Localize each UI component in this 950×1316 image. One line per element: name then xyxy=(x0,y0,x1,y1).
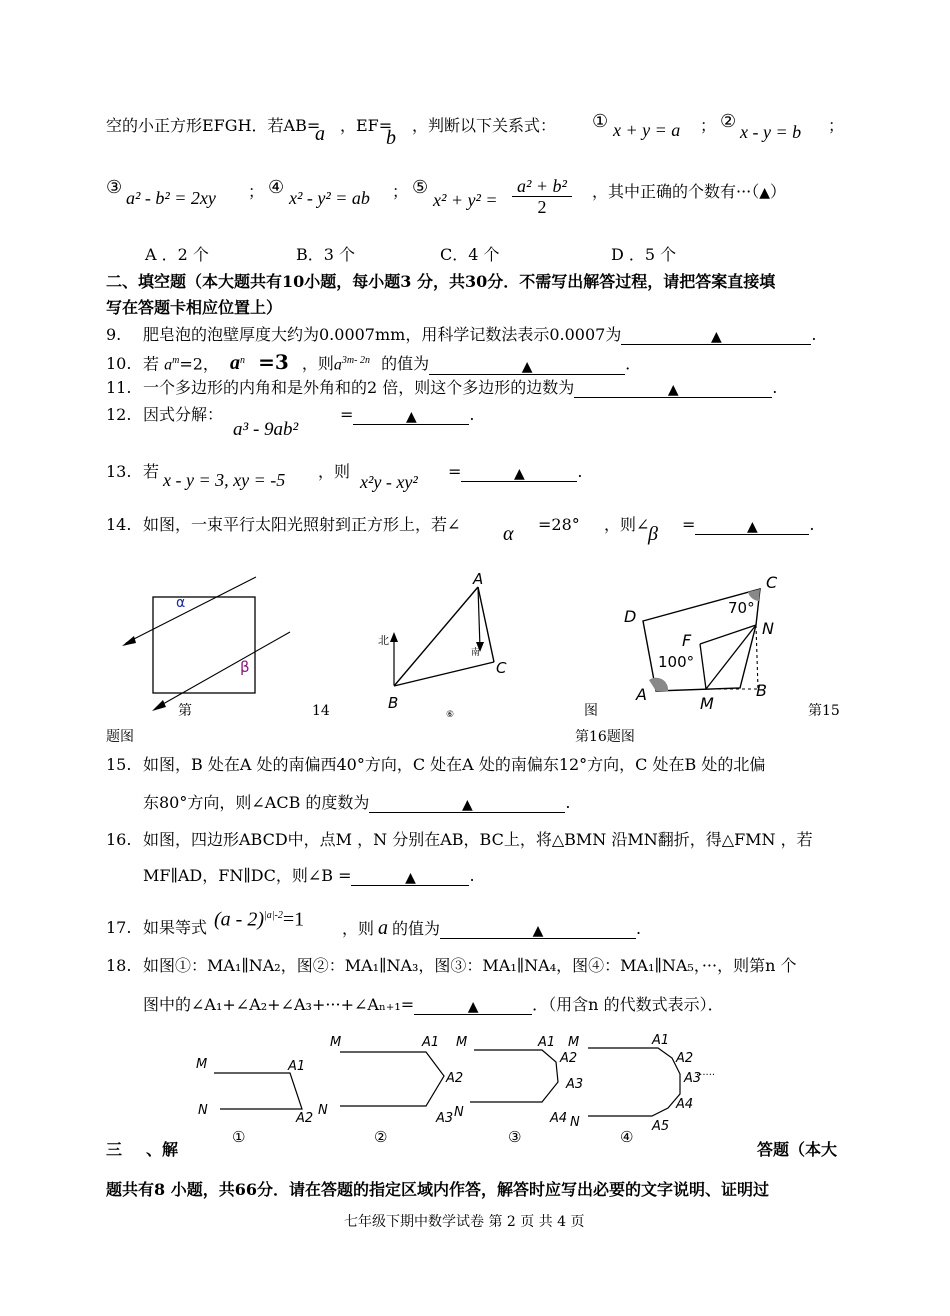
q8-sep3: ； xyxy=(248,182,265,201)
answer-blank[interactable]: ▲ xyxy=(574,379,772,398)
sun-ray-1 xyxy=(126,577,256,643)
fig18-4-M: M xyxy=(568,1035,580,1050)
fig18-4-A3: A3 xyxy=(684,1071,702,1086)
square xyxy=(153,597,255,693)
q8-relation5-left: x² + y² = xyxy=(433,190,498,210)
q8-circle5: ⑤ xyxy=(412,177,429,198)
q8-line1-ef: ，EF= xyxy=(340,116,393,135)
figure-15 xyxy=(370,570,530,720)
fig14-caption-a: 第 xyxy=(178,703,192,719)
q8-relation5-frac xyxy=(512,176,572,217)
q8-relation2: x - y = b xyxy=(740,122,802,142)
fig18-1-N: N xyxy=(198,1103,208,1118)
fig16-caption-c: 第15 xyxy=(808,703,840,719)
q8-circle2: ② xyxy=(720,111,737,132)
fig16-C: C xyxy=(766,573,778,592)
fig14-beta-label: β xyxy=(240,658,250,676)
q13-then: ，则 xyxy=(318,462,351,481)
fig16-angle-70: 70° xyxy=(728,599,755,617)
fig15-north: 北 xyxy=(378,634,389,647)
answer-blank[interactable]: ▲ xyxy=(429,356,625,375)
north-arrow xyxy=(390,632,398,642)
figure-16 xyxy=(620,570,790,713)
fig18-4-A1: A1 xyxy=(652,1033,670,1048)
fig18-4-N: N xyxy=(570,1115,580,1130)
fig18-3-A3: A3 xyxy=(566,1077,584,1092)
line-AB xyxy=(394,587,481,686)
figure-18 xyxy=(190,1030,750,1150)
q18: 18. 如图①：MA₁∥NA₂，图②：MA₁∥NA₃，图③：MA₁∥NA₄，图④：MA₁∥NA₅，···，则第n 个 xyxy=(106,956,797,975)
q14: 14. 如图，一束平行太阳光照射到正方形上，若∠ xyxy=(106,515,461,534)
q14-then: ，则∠ xyxy=(604,515,650,534)
q13: 13. 若 xyxy=(106,462,160,481)
fig18-3-circle: ③ xyxy=(508,1128,522,1146)
fig18-4-A5: A5 xyxy=(652,1119,670,1134)
section3-heading-c: 答题（本大 xyxy=(757,1140,838,1159)
fig14-caption-c: 题图 xyxy=(106,729,134,745)
question-number: 17. xyxy=(106,918,132,937)
answer-blank[interactable]: ▲ xyxy=(440,920,636,939)
fig18-2-path xyxy=(340,1052,444,1106)
fig16-D: D xyxy=(624,607,637,626)
q8-circle4: ④ xyxy=(268,177,285,198)
page-footer: 七年级下期中数学试卷 第 2 页 共 4 页 xyxy=(344,1214,585,1230)
fig15-A: A xyxy=(473,570,484,588)
q14-alpha: α xyxy=(503,523,514,545)
q13-expression: x²y - xy² xyxy=(360,472,418,492)
question-number: 9. xyxy=(106,325,122,344)
q8-sep2: ； xyxy=(828,116,845,135)
section3-heading-line2: 题共有8 小题，共66分．请在答题的指定区域内作答，解答时应写出必要的文字说明、证明过 xyxy=(106,1180,769,1199)
fig16-B: B xyxy=(756,681,767,700)
q8-line1: 空的小正方形EFGH．若AB= xyxy=(106,116,321,135)
fig16-caption-b: 第16题图 xyxy=(575,729,635,745)
q8-var-b: b xyxy=(386,127,396,149)
q8-sep4: ； xyxy=(392,182,409,201)
q8-circle3: ③ xyxy=(106,177,123,198)
question-number: 18. xyxy=(106,956,132,975)
sun-ray-2 xyxy=(156,632,290,708)
q12-answer: = ▲ . xyxy=(340,405,475,425)
q8-circle1: ① xyxy=(592,111,609,132)
fig18-1-circle: ① xyxy=(232,1128,246,1146)
section2-heading: 二、填空题（本大题共有10小题，每小题3 分，共30分．不需写出解答过程，请把答案直接填 xyxy=(106,272,776,291)
answer-blank[interactable]: ▲ xyxy=(351,867,469,886)
fig18-1-A2: A2 xyxy=(296,1111,314,1126)
question-number: 12. xyxy=(106,405,132,424)
fig18-4-A2: A2 xyxy=(676,1051,694,1066)
fig18-1-path xyxy=(214,1073,302,1109)
fig14-caption-b: 14 xyxy=(312,703,330,719)
q14-beta: β xyxy=(648,523,658,545)
figure-14 xyxy=(110,570,310,720)
question-number: 15. xyxy=(106,755,132,774)
segment-FN xyxy=(700,625,756,644)
fig18-3-path xyxy=(470,1050,558,1102)
q8-relation1: x + y = a xyxy=(613,120,681,140)
answer-blank[interactable]: ▲ xyxy=(353,406,469,425)
frac-numerator: a² + b² xyxy=(512,176,572,197)
q16: 16. 如图，四边形ABCD中，点M ，N 分别在AB，BC上，将△BMN 沿MN翻折，得△FMN ，若 xyxy=(106,830,813,849)
q12: 12. 因式分解： xyxy=(106,405,224,424)
fig18-2-circle: ② xyxy=(374,1128,388,1146)
fig18-2-N: N xyxy=(318,1103,328,1118)
fig16-angle-100: 100° xyxy=(658,653,695,671)
fig15-south: 南 xyxy=(471,648,481,658)
answer-blank[interactable]: ▲ xyxy=(621,326,811,345)
q13-condition: x - y = 3, xy = -5 xyxy=(163,470,286,490)
q8-line1-judge: ，判断以下关系式： xyxy=(412,116,557,135)
q9: 9. 肥皂泡的泡壁厚度大约为0.0007mm，用科学记数法表示0.0007为 ▲ . xyxy=(106,325,817,345)
fig16-N: N xyxy=(762,619,774,638)
fig18-1-A1: A1 xyxy=(288,1059,306,1074)
segment-NB-dashed xyxy=(756,625,758,689)
q14-angle-value: =28° xyxy=(538,515,580,534)
fig18-1-M: M xyxy=(196,1057,208,1072)
fig16-A: A xyxy=(636,685,647,704)
arrowhead-1 xyxy=(122,636,136,646)
question-number: 10. xyxy=(106,354,132,374)
question-number: 11. xyxy=(106,378,132,397)
q8-tail: ，其中正确的个数有···（▲） xyxy=(592,182,787,201)
fig18-3-A4: A4 xyxy=(550,1111,568,1126)
answer-triangle: ▲ xyxy=(759,185,771,201)
fig18-3-A1: A1 xyxy=(538,1035,556,1050)
answer-blank[interactable]: ▲ xyxy=(695,516,809,535)
q8-option-b: B．3 个 xyxy=(296,245,356,264)
fig15-small-mark: ⑥ xyxy=(446,710,455,720)
fig15-B: B xyxy=(388,694,399,712)
q15-line2: 东80°方向，则∠ACB 的度数为 ▲ . xyxy=(143,793,571,813)
q15: 15. 如图，B 处在A 处的南偏西40°方向，C 处在A 处的南偏东12°方向，C 处在B 处的北偏 xyxy=(106,755,766,774)
q13-answer: = ▲ . xyxy=(448,462,583,482)
section3-heading-a: 三 xyxy=(106,1140,123,1159)
fig16-F: F xyxy=(682,631,692,650)
fig16-caption-a: 图 xyxy=(584,703,598,719)
q11: 11. 一个多边形的内角和是外角和的2 倍，则这个多边形的边数为 ▲ . xyxy=(106,378,778,398)
question-number: 13. xyxy=(106,462,132,481)
arrowhead-2 xyxy=(152,700,166,711)
fig14-alpha-label: α xyxy=(176,595,186,611)
fig18-2-M: M xyxy=(330,1035,342,1050)
fig18-3-N: N xyxy=(454,1105,464,1120)
q8-relation4: x² - y² = ab xyxy=(289,188,370,208)
angle-A-mark xyxy=(649,678,668,691)
fig18-4-A4: A4 xyxy=(676,1097,694,1112)
section2-heading-cont: 写在答题卡相应位置上） xyxy=(106,298,283,317)
q8-var-a: a xyxy=(315,123,325,145)
q8-option-d: D ．5 个 xyxy=(611,245,677,264)
q8-option-c: C．4 个 xyxy=(440,245,500,264)
q17-tail: ，则 a 的值为 ▲ . xyxy=(342,917,642,939)
answer-blank[interactable]: ▲ xyxy=(369,794,565,813)
q12-expression: a³ - 9ab² xyxy=(233,419,299,440)
q8-relation3: a² - b² = 2xy xyxy=(126,188,216,208)
fig15-C: C xyxy=(496,659,507,677)
fig18-2-A3: A3 xyxy=(436,1111,454,1126)
answer-blank[interactable]: ▲ xyxy=(461,463,577,482)
q8-sep1: ； xyxy=(700,116,717,135)
q17: 17. 如果等式 xyxy=(106,918,208,937)
fig18-4-dots: ······ xyxy=(696,1070,716,1081)
fig18-4-circle: ④ xyxy=(620,1128,634,1146)
answer-blank[interactable]: ▲ xyxy=(414,996,532,1015)
question-number: 14. xyxy=(106,515,132,534)
q16-line2: MF∥AD，FN∥DC，则∠B = ▲ . xyxy=(143,866,475,886)
q10: 10. 若 $a^m=2$， $a^n =3$ ，则$a^{3m- 2n}$ 的值为 ▲ . xyxy=(106,350,631,376)
segment-MF xyxy=(700,644,706,689)
fig16-M: M xyxy=(700,694,714,713)
q8-option-a: A ．2 个 xyxy=(145,245,209,264)
frac-denominator: 2 xyxy=(537,197,547,217)
fig18-3-A2: A2 xyxy=(560,1051,578,1066)
q18-line2: 图中的∠A₁+∠A₂+∠A₃+···+∠Aₙ₊₁= ▲ ．（用含n 的代数式表示）． xyxy=(143,995,724,1015)
question-number: 16. xyxy=(106,830,132,849)
fig18-4-path xyxy=(588,1048,680,1116)
fig18-3-M: M xyxy=(456,1035,468,1050)
fig18-2-A1: A1 xyxy=(422,1035,440,1050)
q17-expression: (a - 2)$^{|a|-2}$=1 xyxy=(214,908,305,931)
section3-heading-b: 、解 xyxy=(146,1140,179,1159)
fig18-2-A2: A2 xyxy=(446,1071,464,1086)
q14-answer: = ▲ . xyxy=(682,515,815,535)
line-BC xyxy=(394,662,494,686)
